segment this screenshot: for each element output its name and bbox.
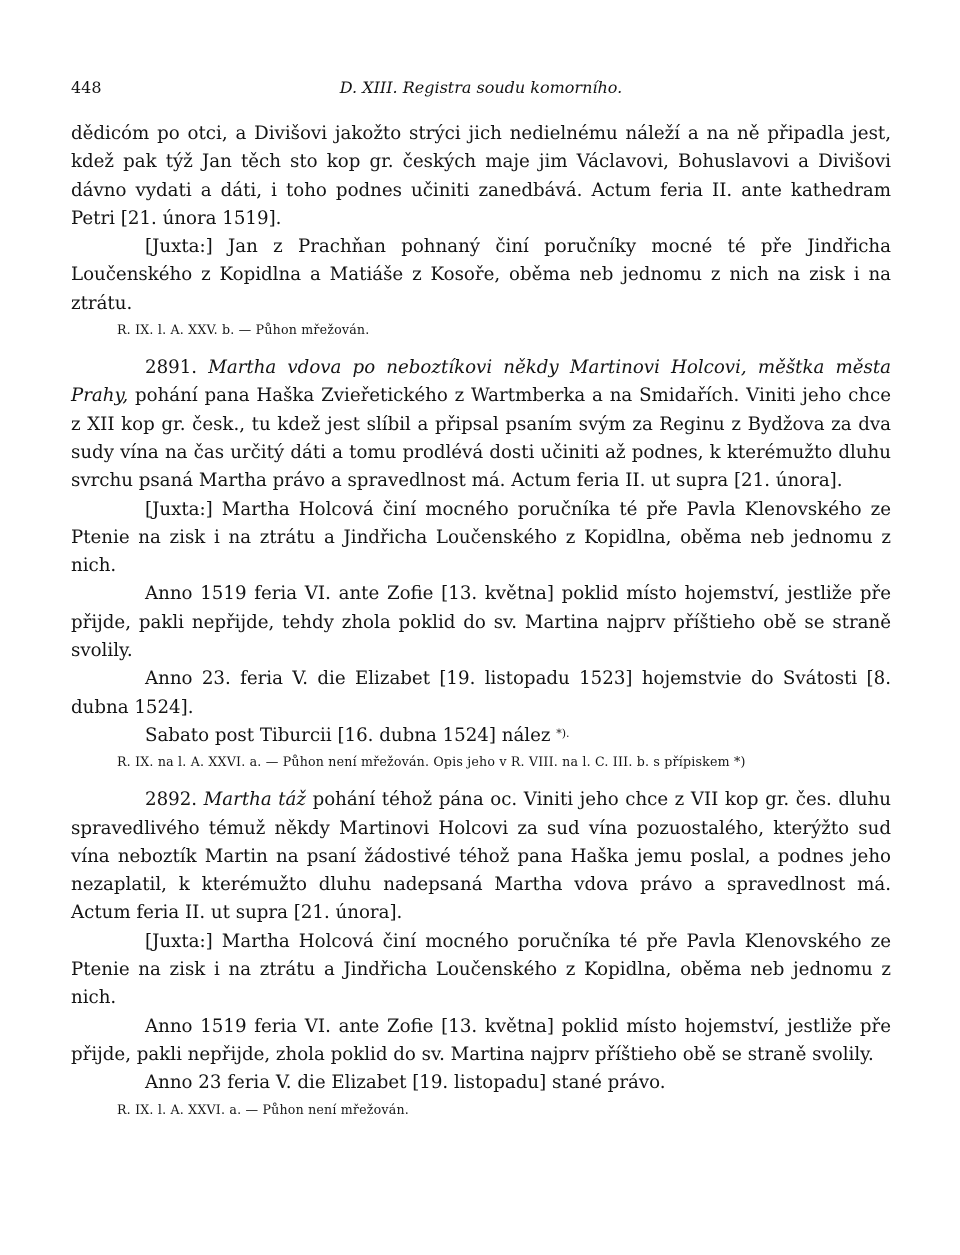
entry-title: Martha vdova po neboztíkovi někdy Martinovi Holcovi, měštka města Prahy, — [71, 357, 891, 407]
intro-paragraph: dědicóm po otci, a Divišovi jakožto strýci jich nedielnému náleží a na ně připadla jest, kdež pak týž Jan těch sto kop gr. českých maje jim Václavovi, Bohuslavovi a Divišovi dávno vydati a dáti, i toho podnes učiniti zanedbává. Actum feria II. ante kathedram Petri [21. února 1519]. — [71, 123, 891, 229]
intro-source-note: R. IX. l. A. XXV. b. — Půhon mřežován. — [117, 322, 370, 338]
page-number: 448 — [71, 78, 102, 97]
entry-2892-main — [71, 786, 891, 927]
entry-2892-anno-1519: Anno 1519 feria VI. ante Zofie [13. května] poklid místo hojemství, jestliže pře přijde, pakli nepřijde, zhola poklid do sv. Martina najprv příštieho obě se straně svolily. — [71, 1015, 891, 1065]
entry-2891-main — [71, 354, 891, 495]
entry-2891-sabato — [71, 722, 891, 750]
document-body — [71, 120, 891, 1120]
footnote-mark: *). — [556, 726, 570, 740]
running-head: D. XIII. Registra soudu komorního. — [339, 78, 623, 97]
entry-2891-juxta: [Juxta:] Martha Holcová činí mocného poručníka té pře Pavla Klenovského ze Ptenie na zisk i na ztrátu a Jindřicha Loučenského z Kopidlna, oběma neb jednomu z nich. — [71, 498, 891, 577]
entry-2892-source-note: R. IX. l. A. XXVI. a. — Půhon není mřežován. — [117, 1101, 409, 1117]
entry-2891-anno-23: Anno 23. feria V. die Elizabet [19. listopadu 1523] hojemstvie do Svátosti [8. dubna 1524]. — [71, 668, 891, 718]
entry-title: Martha táž — [203, 789, 306, 811]
entry-text: pohání pana Haška Zvieřetického z Wartmberka a na Smidařích. Viniti jeho chce z XII kop gr. česk., tu kdež jest slíbil a připsal psaním svým za Reginu z Bydžova za dva sudy vína na čas určitý dáti a tomu prodlévá dosti učiniti až podnes, k kterémužto dluhu svrchu psaná Martha právo a spravedlnost má. Actum feria II. ut supra [21. února]. — [71, 385, 891, 492]
intro-juxta-paragraph: [Juxta:] Jan z Prachňan pohnaný činí poručníky mocné té pře Jindřicha Loučenského z Kopidlna a Matiáše z Kosoře, oběma neb jednomu z nich na zisk i na ztrátu. — [71, 236, 891, 314]
entry-text: pohání téhož pána oc. Viniti jeho chce z VII kop gr. čes. dluhu spravedlivého témuž někdy Martinovi Holcovi za sud vína pozuostalého, kterýžto sud vína neboztík Martin na psaní žádostivé téhož pana Haška jemu poslal, a podnes jeho nezaplatil, k kterémužto dluhu nadepsaná Martha vdova právo a spravedlnost má. Actum feria II. ut supra [21. února]. — [71, 789, 891, 924]
entry-number: 2892. — [145, 789, 198, 811]
entry-2891-source-note: R. IX. na l. A. XXVI. a. — Půhon není mřežován. Opis jeho v R. VIII. na l. C. III. b. s přípiskem *) — [117, 754, 746, 770]
entry-2892-juxta: [Juxta:] Martha Holcová činí mocného poručníka té pře Pavla Klenovského ze Ptenie na zisk i na ztrátu a Jindřicha Loučenského z Kopidlna, oběma neb jednomu z nich. — [71, 930, 891, 1009]
entry-2892 — [71, 786, 891, 1119]
page-header — [71, 78, 891, 102]
entry-number: 2891. — [145, 357, 198, 379]
document-page — [71, 78, 891, 1124]
entry-2891 — [71, 354, 891, 772]
entry-2892-anno-23: Anno 23 feria V. die Elizabet [19. listopadu] stané právo. — [145, 1072, 666, 1094]
entry-2891-anno-1519: Anno 1519 feria VI. ante Zofie [13. května] poklid místo hojemství, jestliže pře přijde, pakli nepřijde, tehdy zhola poklid do sv. Martina najprv příštieho obě se straně svolily. — [71, 583, 891, 662]
sabato-text: Sabato post Tiburcii [16. dubna 1524] nález — [145, 724, 551, 746]
